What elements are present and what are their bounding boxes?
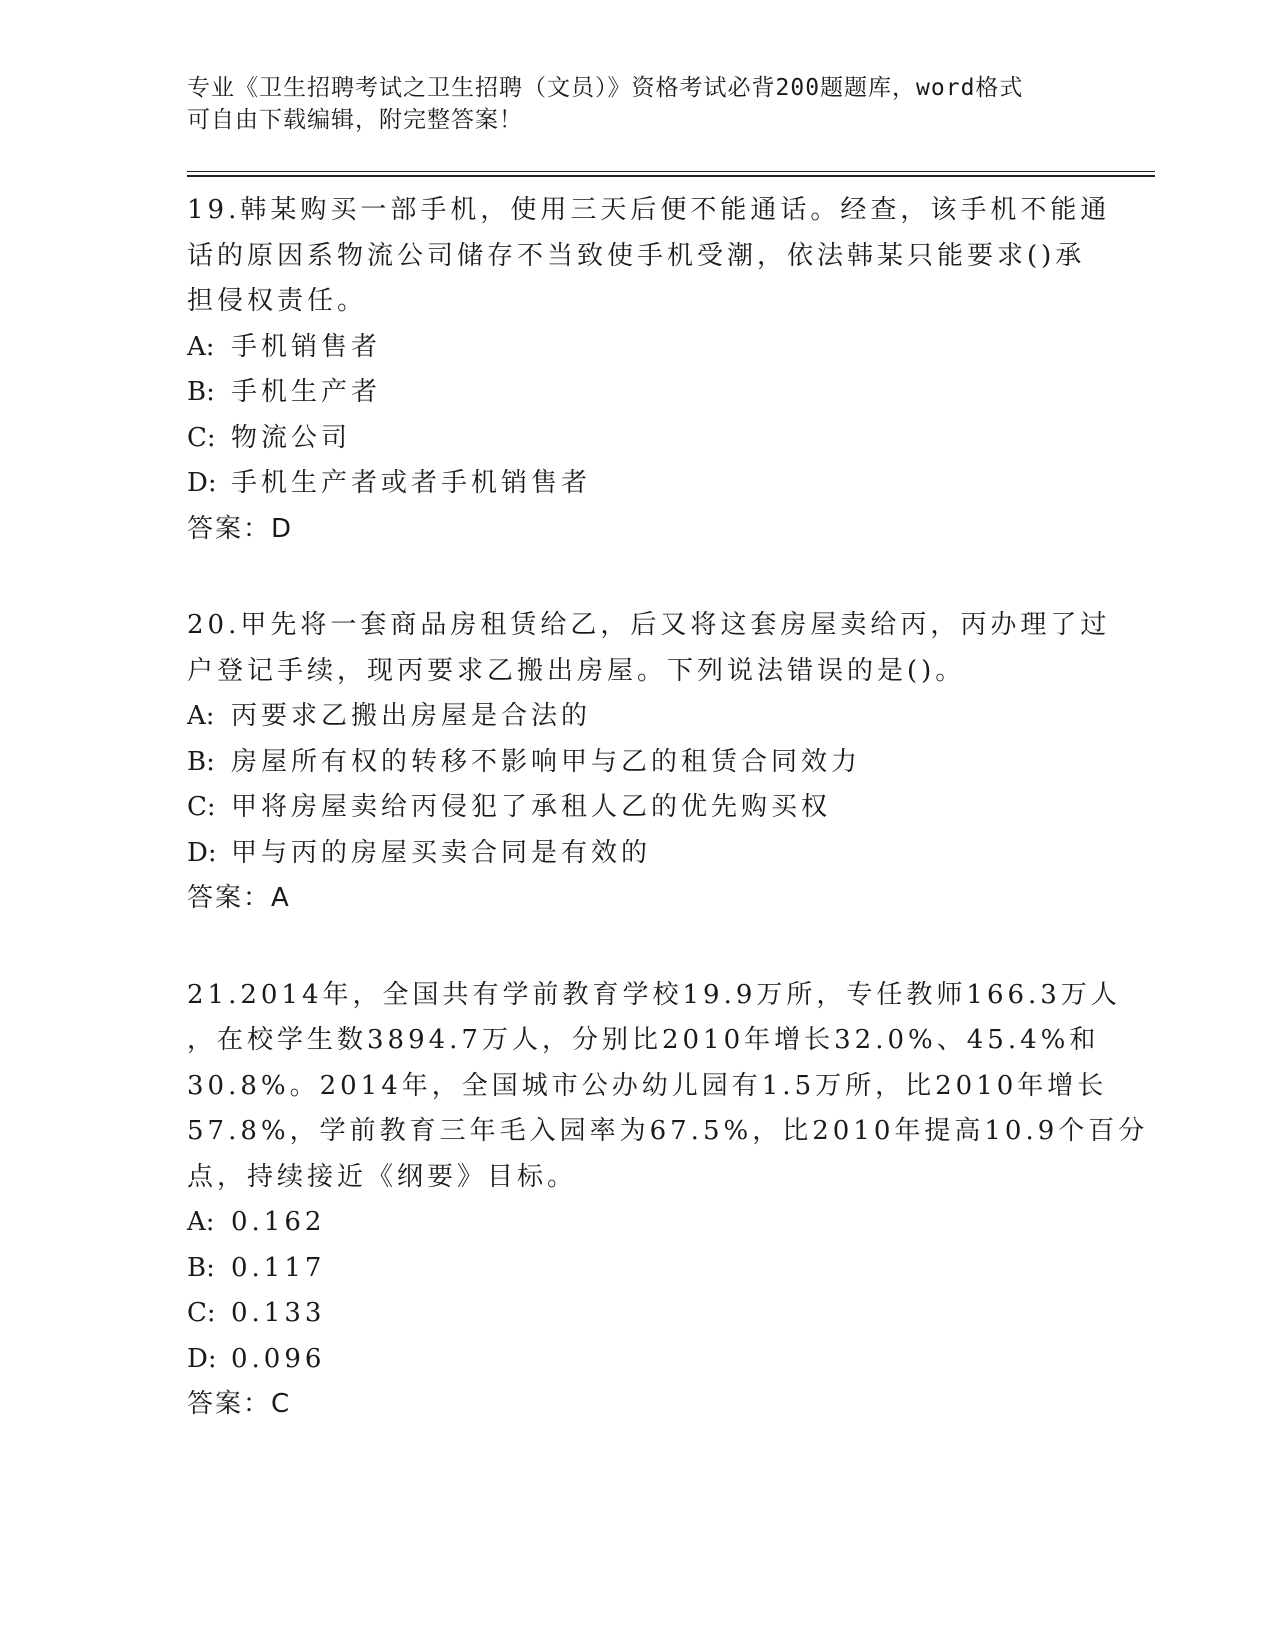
option-letter: A: bbox=[187, 1207, 215, 1237]
option-text: 丙要求乙搬出房屋是合法的 bbox=[231, 701, 592, 731]
answer-label: 答案：A bbox=[187, 883, 291, 913]
header-rule-thick bbox=[187, 175, 1155, 177]
question-text-line: 点，持续接近《纲要》目标。 bbox=[187, 1161, 578, 1192]
question-text-line: 19.韩某购买一部手机，使用三天后便不能通话。经查，该手机不能通 bbox=[187, 195, 1111, 225]
option-letter: B: bbox=[187, 746, 215, 777]
option-letter: B: bbox=[187, 377, 215, 407]
option-text: 0.133 bbox=[231, 1298, 326, 1328]
question-text-line: 户登记手续，现丙要求乙搬出房屋。下列说法错误的是()。 bbox=[187, 655, 966, 686]
option-b bbox=[187, 740, 1087, 786]
option-text: 房屋所有权的转移不影响甲与乙的租赁合同效力 bbox=[231, 746, 862, 777]
question-text-line: 话的原因系物流公司储存不当致使手机受潮，依法韩某只能要求()承 bbox=[187, 240, 1086, 271]
answer-label: 答案：C bbox=[187, 1389, 292, 1419]
header-rule-thin bbox=[187, 171, 1155, 172]
document-header bbox=[187, 72, 1067, 136]
option-b bbox=[187, 1246, 1087, 1292]
answer-label: 答案：D bbox=[187, 513, 294, 544]
option-letter: D: bbox=[187, 837, 217, 868]
option-text: 0.162 bbox=[231, 1207, 326, 1237]
option-letter: C: bbox=[187, 1298, 216, 1328]
option-c bbox=[187, 785, 1087, 831]
option-letter: D: bbox=[187, 1343, 217, 1374]
option-letter: D: bbox=[187, 468, 217, 498]
option-c bbox=[187, 416, 1087, 462]
option-a bbox=[187, 1200, 1087, 1246]
option-letter: A: bbox=[187, 331, 215, 362]
option-text: 手机生产者或者手机销售者 bbox=[231, 468, 592, 498]
question-text-line: 30.8%。2014年，全国城市公办幼儿园有1.5万所，比2010年增长 bbox=[187, 1070, 1108, 1101]
option-letter: C: bbox=[187, 422, 216, 453]
header-line-2: 可自由下载编辑，附完整答案！ bbox=[187, 107, 523, 133]
option-b bbox=[187, 370, 1087, 416]
option-letter: B: bbox=[187, 1252, 215, 1283]
option-d bbox=[187, 461, 1087, 507]
option-text: 手机生产者 bbox=[231, 377, 382, 407]
question-text-line: 担侵权责任。 bbox=[187, 286, 368, 316]
option-d bbox=[187, 831, 1087, 877]
option-a bbox=[187, 694, 1087, 740]
option-a bbox=[187, 325, 1087, 371]
question-21 bbox=[187, 973, 1149, 1428]
option-text: 甲将房屋卖给丙侵犯了承租人乙的优先购买权 bbox=[231, 792, 832, 822]
question-text-line: 57.8%，学前教育三年毛入园率为67.5%，比2010年提高10.9个百分 bbox=[187, 1116, 1149, 1146]
question-list bbox=[187, 188, 1149, 1479]
question-20 bbox=[187, 603, 1111, 922]
option-text: 物流公司 bbox=[231, 422, 352, 453]
header-line-1: 专业《卫生招聘考试之卫生招聘（文员）》资格考试必背200题题库，word格式 bbox=[187, 75, 1024, 101]
option-letter: C: bbox=[187, 792, 216, 822]
option-c bbox=[187, 1291, 1087, 1337]
question-text-line: 20.甲先将一套商品房租赁给乙，后又将这套房屋卖给丙，丙办理了过 bbox=[187, 610, 1111, 640]
option-text: 0.096 bbox=[231, 1343, 326, 1374]
option-d bbox=[187, 1337, 1087, 1383]
question-text-line: ，在校学生数3894.7万人，分别比2010年增长32.0%、45.4%和 bbox=[187, 1025, 1100, 1055]
question-19 bbox=[187, 188, 1111, 552]
question-text-line: 21.2014年，全国共有学前教育学校19.9万所，专任教师166.3万人 bbox=[187, 979, 1121, 1010]
option-letter: A: bbox=[187, 701, 215, 731]
option-text: 0.117 bbox=[231, 1252, 326, 1283]
option-text: 手机销售者 bbox=[231, 331, 382, 362]
option-text: 甲与丙的房屋买卖合同是有效的 bbox=[231, 837, 652, 868]
